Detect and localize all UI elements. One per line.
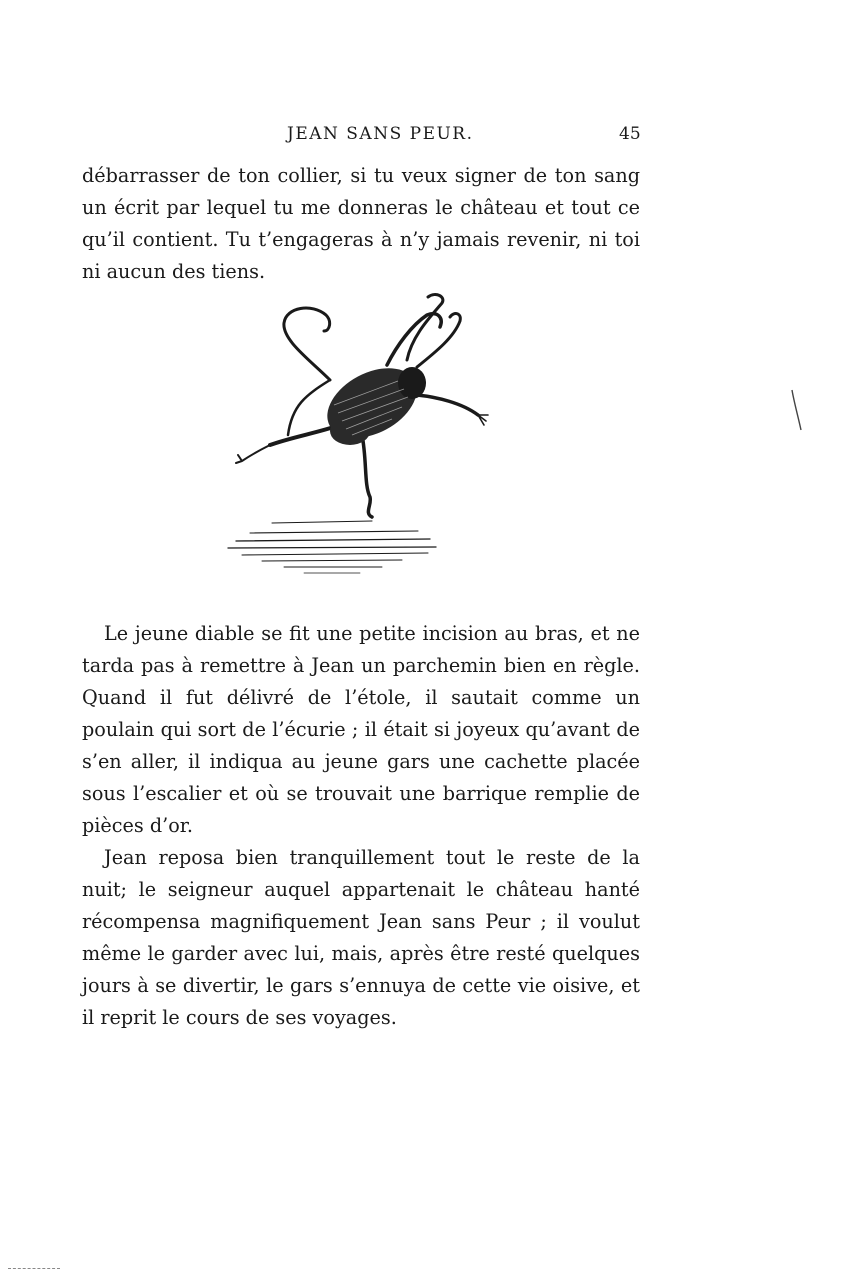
paragraph-jean-reposa: Jean reposa bien tranquillement tout le reste de la nuit; le seigneur auquel appartenait le château hanté récompensa magnifiquement Jean sans Peur ; il voulut même le garder avec lui, mais, après être resté quelques jours à se divertir, le gars s’ennuya de cette vie oisive, et il reprit le cours de ses voyages.	[82, 846, 640, 1029]
text-block-top	[82, 160, 640, 288]
text-block-bottom	[82, 618, 640, 1034]
running-title: JEAN SANS PEUR.	[287, 124, 474, 144]
stray-ink-mark	[788, 388, 804, 432]
devil-illustration	[222, 285, 502, 590]
continued-paragraph: débarrasser de ton collier, si tu veux signer de ton sang un écrit par lequel tu me donneras le château et tout ce qu’il contient. Tu t’engageras à n’y jamais revenir, ni toi ni aucun des tiens.	[82, 164, 640, 283]
footer-dash	[8, 1268, 60, 1269]
page-number: 45	[619, 124, 641, 144]
running-head	[0, 124, 850, 148]
paragraph-devil-incision: Le jeune diable se fit une petite incision au bras, et ne tarda pas à remettre à Jean un parchemin bien en règle. Quand il fut délivré de l’étole, il sautait comme un poulain qui sort de l’écurie ; il était si joyeux qu’avant de s’en aller, il indiqua au jeune gars une cachette placée sous l’escalier et où se trouvait une barrique remplie de pièces d’or.	[82, 622, 640, 837]
